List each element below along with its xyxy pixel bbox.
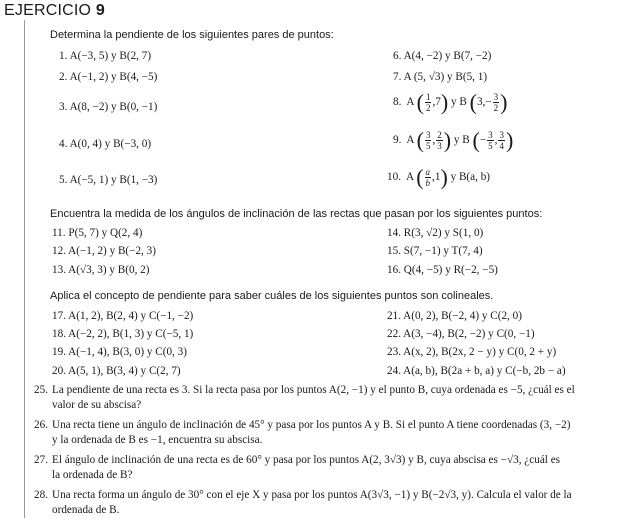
item-8-number: 8. bbox=[393, 96, 402, 109]
item-3: 3. A(8, −2) y B(0, −1) bbox=[59, 101, 158, 113]
item-9-number: 9. bbox=[393, 134, 402, 147]
item-11: 11. P(5, 7) y Q(2, 4) bbox=[52, 227, 143, 239]
item-7: 7. A (5, √3) y B(5, 1) bbox=[393, 71, 488, 83]
exercise-title bbox=[4, 2, 105, 20]
item-28-number: 28. bbox=[34, 489, 48, 501]
item-26-line-1: Una recta tiene un ángulo de inclinación de 45° y pasa por los puntos A y B. Si el punto A tiene coordenadas (3, −2) bbox=[52, 419, 571, 431]
item-12: 12. A(−1, 2) y B(−2, 3) bbox=[52, 245, 156, 257]
item-1: 1. A(−3, 5) y B(2, 7) bbox=[59, 50, 152, 62]
item-25-line-1: La pendiente de una recta es 3. Si la recta pasa por los puntos A(2, −1) y el punto B, cuya ordenada es −5, ¿cuál es el bbox=[52, 384, 575, 396]
item-8: 8. A ( $\frac{1}{2}$ ,7) y B (3,− $\frac{3}{2}$ ) bbox=[393, 89, 508, 115]
item-26-line-2: y la ordenada de B es −1, encuentra su abscisa. bbox=[52, 434, 263, 446]
item-16: 16. Q(4, −5) y R(−2, −5) bbox=[387, 264, 498, 276]
item-13: 13. A(√3, 3) y B(0, 2) bbox=[52, 264, 150, 276]
item-28 bbox=[34, 488, 628, 518]
item-25-number: 25. bbox=[34, 384, 48, 396]
item-25-line-2: valor de su abscisa? bbox=[52, 399, 142, 411]
item-28-line-1: Una recta forma un ángulo de 30° con el eje X y pasa por los puntos A(3√3, −1) y B(−2√3, y). Calcula el valor de la bbox=[52, 489, 572, 501]
item-18: 18. A(−2, 2), B(1, 3) y C(−5, 1) bbox=[52, 328, 194, 340]
instruction-angles: Encuentra la medida de los ángulos de inclinación de las rectas que pasan por los siguientes puntos: bbox=[50, 208, 543, 220]
item-9: 9. A ( $\frac{3}{5}$ , $\frac{2}{3}$ ) y B (− $\frac{3}{5}$ , $\frac{3}{4}$ ) bbox=[393, 127, 514, 153]
item-17: 17. A(1, 2), B(2, 4) y C(−1, −2) bbox=[52, 310, 194, 322]
item-19: 19. A(−1, 4), B(3, 0) y C(0, 3) bbox=[52, 346, 187, 358]
item-6: 6. A(4, −2) y B(7, −2) bbox=[393, 50, 492, 62]
item-5: 5. A(−5, 1) y B(1, −3) bbox=[59, 174, 158, 186]
title-word: EJERCICIO bbox=[4, 2, 92, 19]
left-margin-rule bbox=[24, 20, 25, 518]
item-27-number: 27. bbox=[34, 454, 48, 466]
instruction-collinear: Aplica el concepto de pendiente para saber cuáles de los siguientes puntos son colineales. bbox=[50, 290, 494, 302]
item-2: 2. A(−1, 2) y B(4, −5) bbox=[59, 71, 158, 83]
item-27-line-2: la ordenada de B? bbox=[52, 469, 133, 481]
item-28-line-2: ordenada de B. bbox=[52, 504, 120, 516]
item-27 bbox=[34, 453, 628, 483]
item-14: 14. R(3, √2) y S(1, 0) bbox=[387, 227, 484, 239]
item-15: 15. S(7, −1) y T(7, 4) bbox=[387, 245, 483, 257]
item-27-line-1: El ángulo de inclinación de una recta es de 60° y pasa por los puntos A(2, 3√3) y B, cuya abscisa es −√3, ¿cuál es bbox=[52, 454, 561, 466]
item-21: 21. A(0, 2), B(−2, 4) y C(2, 0) bbox=[387, 310, 522, 322]
title-number: 9 bbox=[95, 2, 105, 19]
item-26 bbox=[34, 418, 628, 448]
item-4: 4. A(0, 4) y B(−3, 0) bbox=[59, 138, 152, 150]
item-20: 20. A(5, 1), B(3, 4) y C(2, 7) bbox=[52, 365, 181, 377]
item-10-number: 10. bbox=[387, 171, 401, 184]
item-25 bbox=[34, 383, 628, 413]
item-23: 23. A(x, 2), B(2x, 2 − y) y C(0, 2 + y) bbox=[387, 346, 557, 358]
instruction-slopes: Determina la pendiente de los siguientes pares de puntos: bbox=[50, 29, 334, 41]
item-10: 10. A ( $\frac{a}{b}$ ,1) y B(a, b) bbox=[387, 164, 491, 190]
item-26-number: 26. bbox=[34, 419, 48, 431]
item-24: 24. A(a, b), B(2a + b, a) y C(−b, 2b − a) bbox=[387, 365, 566, 377]
item-22: 22. A(3, −4), B(2, −2) y C(0, −1) bbox=[387, 328, 535, 340]
